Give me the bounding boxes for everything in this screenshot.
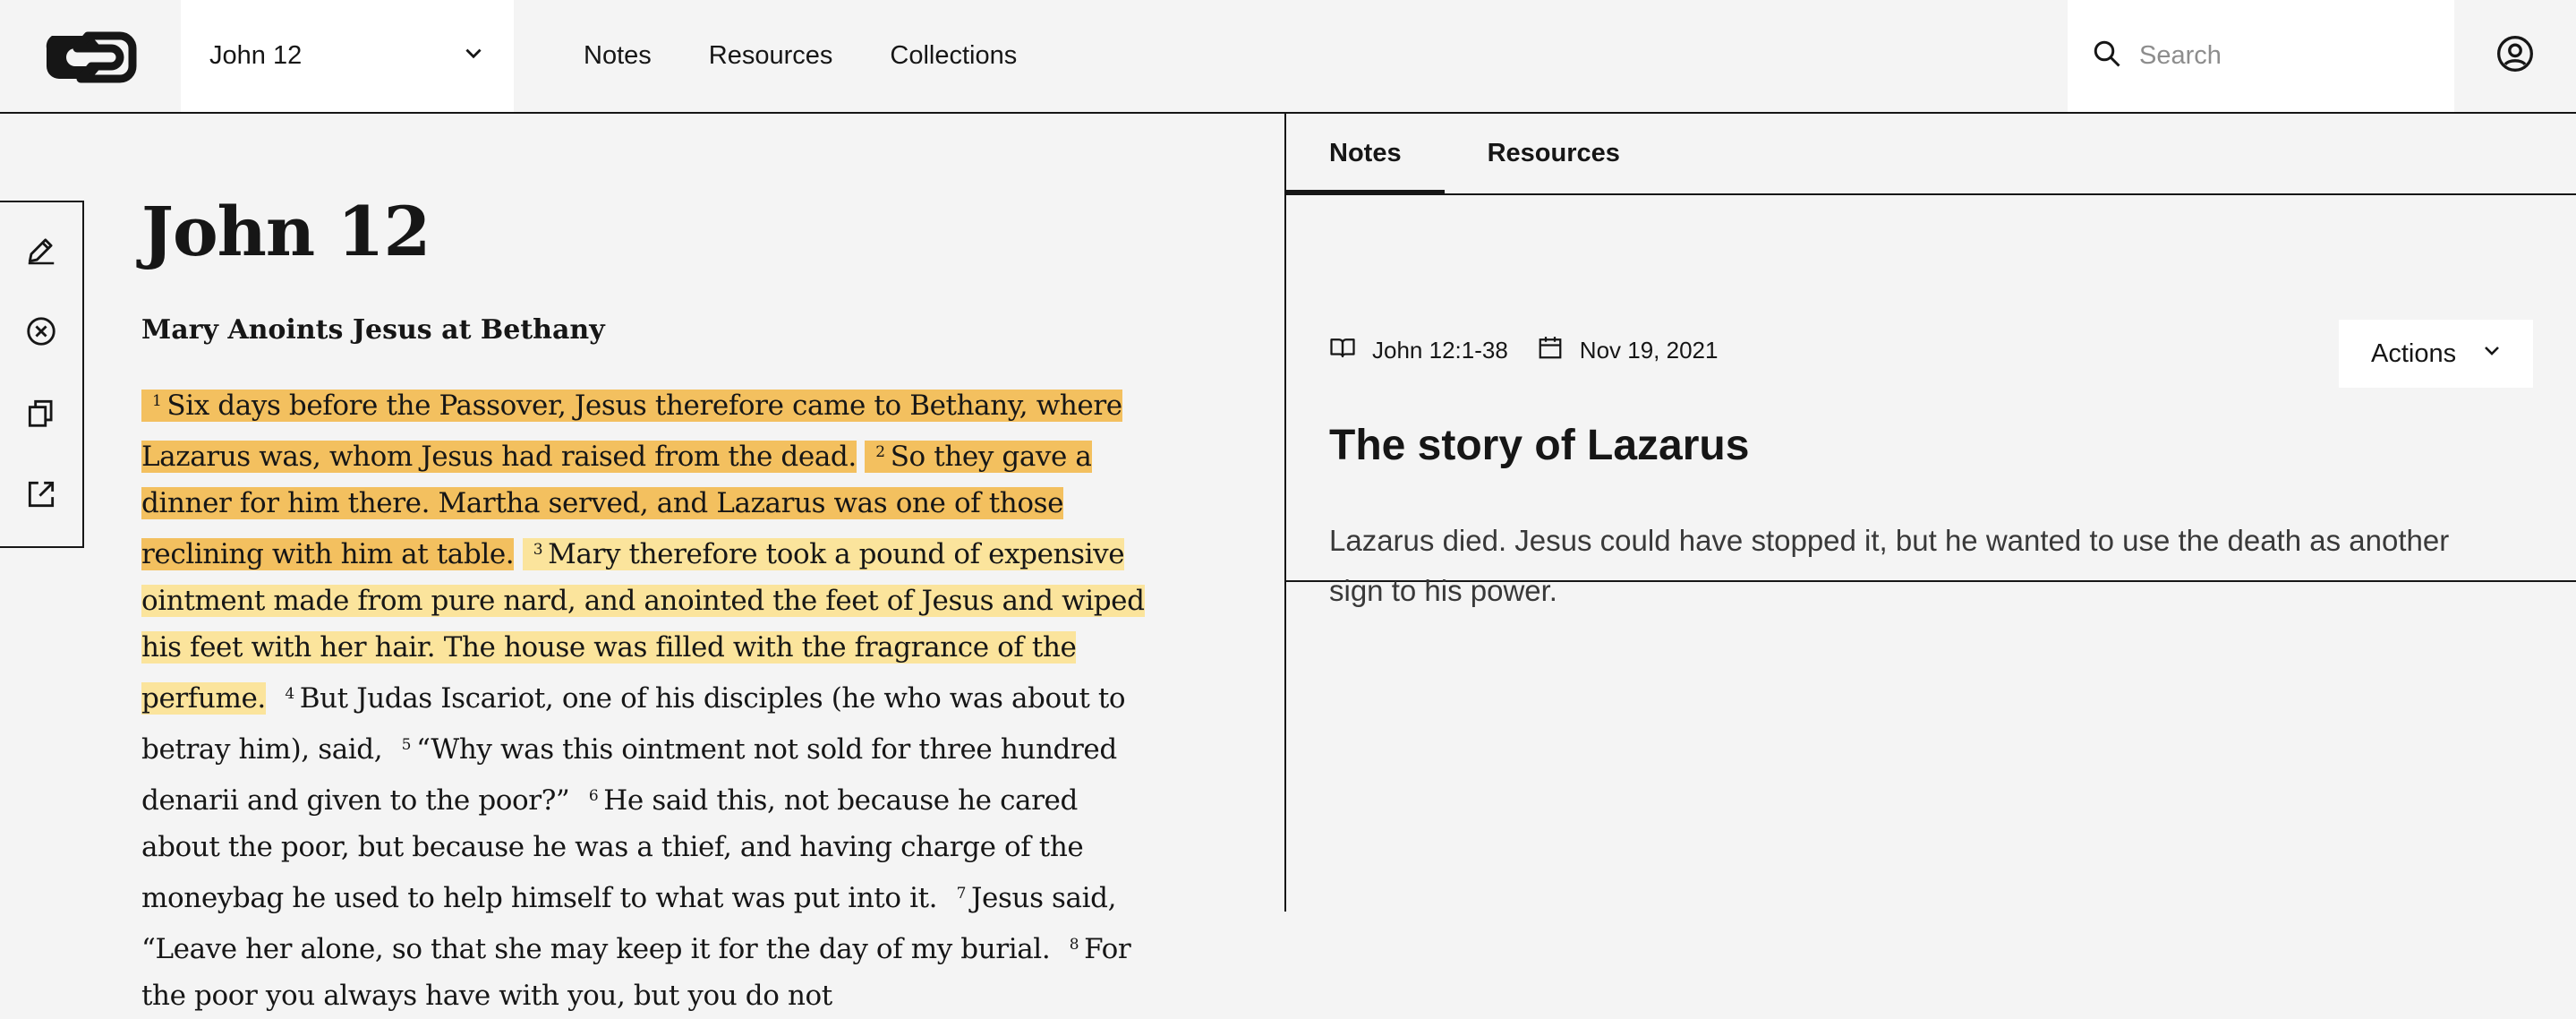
note-body: Lazarus died. Jesus could have stopped it, but he wanted to use the death as another sign to his power. xyxy=(1329,524,2450,607)
nav-notes[interactable]: Notes xyxy=(584,41,652,70)
nav-collections[interactable]: Collections xyxy=(890,41,1018,70)
share-external-button[interactable] xyxy=(19,475,64,519)
verse-number: 6 xyxy=(588,787,599,805)
calendar-icon xyxy=(1537,334,1564,367)
search-icon xyxy=(2091,38,2123,74)
search-input[interactable] xyxy=(2139,41,2444,71)
nav-resources[interactable]: Resources xyxy=(708,41,833,70)
chevron-down-icon xyxy=(462,42,485,70)
chapter-title: John 12 xyxy=(141,192,431,271)
clear-highlight-button[interactable] xyxy=(19,312,64,356)
copy-icon xyxy=(24,396,58,434)
note-meta xyxy=(1329,334,1746,367)
note-reference xyxy=(1329,334,1508,367)
panel-tabs xyxy=(1286,114,2576,195)
book-chapter-select[interactable] xyxy=(181,0,514,112)
note-date xyxy=(1537,334,1719,367)
copy-button[interactable] xyxy=(19,393,64,438)
passage-text xyxy=(141,378,1153,1019)
note-reference-text: John 12:1-38 xyxy=(1372,337,1508,364)
notes-panel xyxy=(1286,114,2576,912)
highlight-tool-rail xyxy=(0,201,84,548)
verse-text: Six days before the Passover, Jesus therefore came to Bethany, where Lazarus was, whom Jesus had raised from the dead. xyxy=(141,390,1122,473)
section-heading: Mary Anoints Jesus at Bethany xyxy=(141,314,605,346)
clear-circle-icon xyxy=(24,314,58,353)
pencil-tool-button[interactable] xyxy=(19,230,64,275)
verse-number: 1 xyxy=(152,392,162,410)
verse-number: 8 xyxy=(1069,936,1079,954)
verse-number: 3 xyxy=(533,541,543,559)
verse-text: “Why was this ointment not sold for three hundred denarii and given to the poor?” xyxy=(141,733,1117,817)
app-logo-icon[interactable] xyxy=(39,29,140,86)
share-external-icon xyxy=(24,477,58,516)
verse-text: Mary therefore took a pound of expensive ointment made from pure nard, and anointed the feet of Jesus and wiped his feet with her hair. The house was filled with the fragrance of the perfume. xyxy=(141,538,1145,715)
verse-text: Jesus said, “Leave her alone, so that she may keep it for the day of my burial. xyxy=(141,882,1117,965)
chevron-down-icon xyxy=(2481,339,2503,369)
verse-text: But Judas Iscariot, one of his disciples (he who was about to betray him), said, xyxy=(141,682,1126,766)
verse-text: He said this, not because he cared about the poor, but because he was a thief, and having charge of the moneybag he used to help himself to what was put into it. xyxy=(141,784,1084,914)
user-account-button[interactable] xyxy=(2454,0,2576,112)
note-title: The story of Lazarus xyxy=(1329,422,1750,469)
pencil-icon xyxy=(24,233,58,271)
verse-number: 5 xyxy=(401,736,412,754)
user-avatar-icon xyxy=(2495,34,2535,78)
main-nav xyxy=(555,0,1045,112)
note-card[interactable] xyxy=(1286,195,2576,607)
verse-number: 4 xyxy=(285,685,294,703)
note-date-text: Nov 19, 2021 xyxy=(1579,337,1719,364)
open-book-icon xyxy=(1329,334,1356,367)
top-header xyxy=(0,0,2576,114)
actions-label: Actions xyxy=(2371,338,2457,368)
search-box xyxy=(2068,0,2454,112)
actions-dropdown-button[interactable] xyxy=(2339,320,2533,388)
verse-number: 2 xyxy=(875,443,885,461)
verse-text: So they gave a dinner for him there. Martha served, and Lazarus was one of those reclining with him at table. xyxy=(141,441,1092,570)
verse-number: 7 xyxy=(956,885,967,903)
verse-text: For the poor you always have with you, but you do not xyxy=(141,933,1131,1012)
tab-resources[interactable]: Resources xyxy=(1487,139,1620,167)
scripture-reader xyxy=(141,114,1278,1012)
tab-notes[interactable]: Notes xyxy=(1286,114,1445,193)
book-chapter-select-value: John 12 xyxy=(209,41,303,70)
